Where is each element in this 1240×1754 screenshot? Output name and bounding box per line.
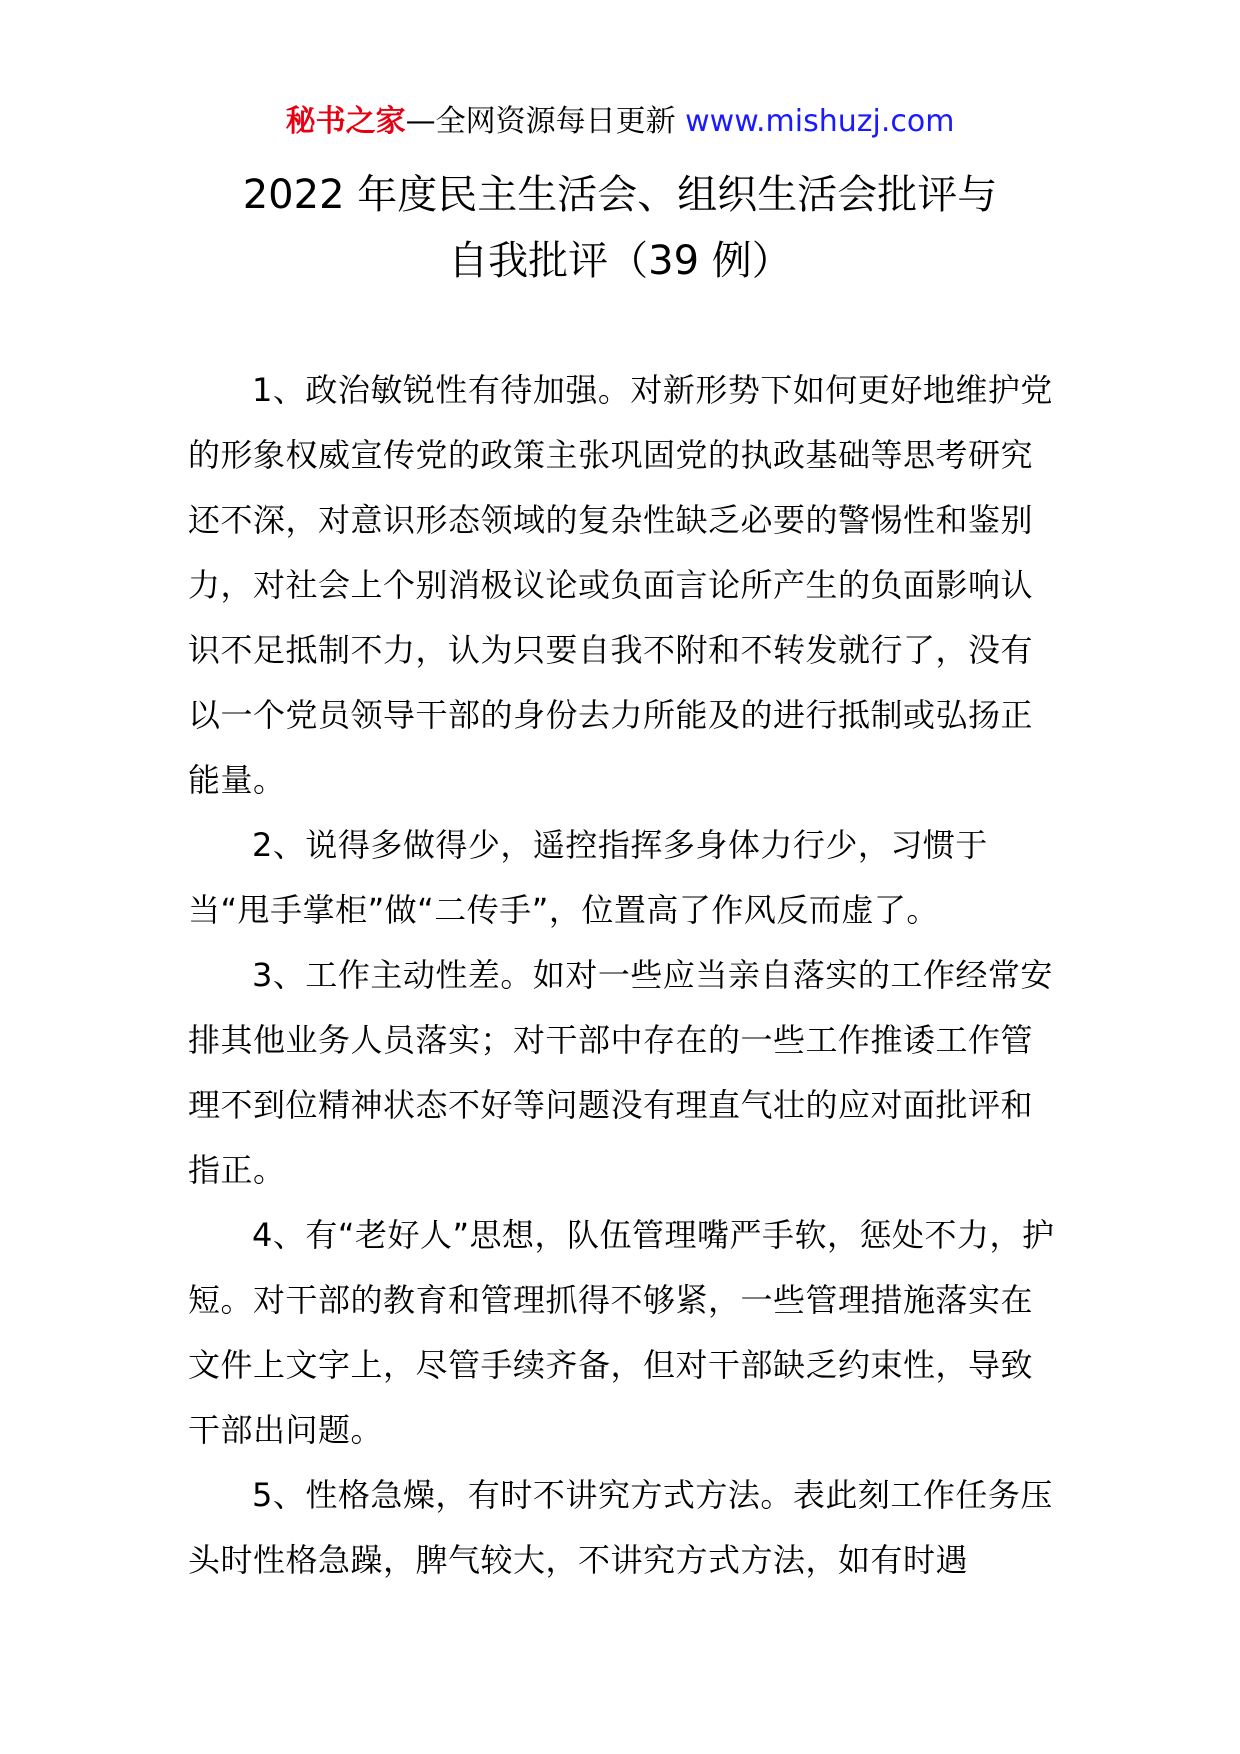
document-title	[150, 162, 1090, 294]
paragraph-1: 1、政治敏锐性有待加强。对新形势下如何更好地维护党的形象权威宣传党的政策主张巩固党的执政基础等思考研究还不深，对意识形态领域的复杂性缺乏必要的警惕性和鉴别力，对社会上个别消极议论或负面言论所产生的负面影响认识不足抵制不力，认为只要自我不附和不转发就行了，没有以一个党员领导干部的身份去力所能及的进行抵制或弘扬正能量。	[188, 371, 1053, 799]
site-tagline: —全网资源每日更新	[405, 104, 676, 139]
paragraph-3: 3、工作主动性差。如对一些应当亲自落实的工作经常安排其他业务人员落实；对干部中存在的一些工作推诿工作管理不到位精神状态不好等问题没有理直气壮的应对面批评和指正。	[188, 956, 1053, 1189]
site-header	[0, 100, 1240, 144]
paragraph-2: 2、说得多做得少，遥控指挥多身体力行少，习惯于当“甩手掌柜”做“二传手”，位置高了作风反而虚了。	[188, 826, 988, 929]
site-url-link[interactable]: www.mishuzj.com	[685, 104, 955, 139]
document-title-line-2: 自我批评（39 例）	[448, 238, 792, 284]
document-body	[188, 358, 1056, 1593]
paragraph-4: 4、有“老好人”思想，队伍管理嘴严手软，惩处不力，护短。对干部的教育和管理抓得不够紧，一些管理措施落实在文件上文字上，尽管手续齐备，但对干部缺乏约束性，导致干部出问题。	[188, 1216, 1055, 1449]
document-title-line-1: 2022 年度民主生活会、组织生活会批评与	[242, 172, 998, 218]
site-brand: 秘书之家	[285, 104, 406, 139]
paragraph-5: 5、性格急燥，有时不讲究方式方法。表此刻工作任务压头时性格急躁，脾气较大，不讲究方式方法，如有时遇	[188, 1476, 1053, 1579]
